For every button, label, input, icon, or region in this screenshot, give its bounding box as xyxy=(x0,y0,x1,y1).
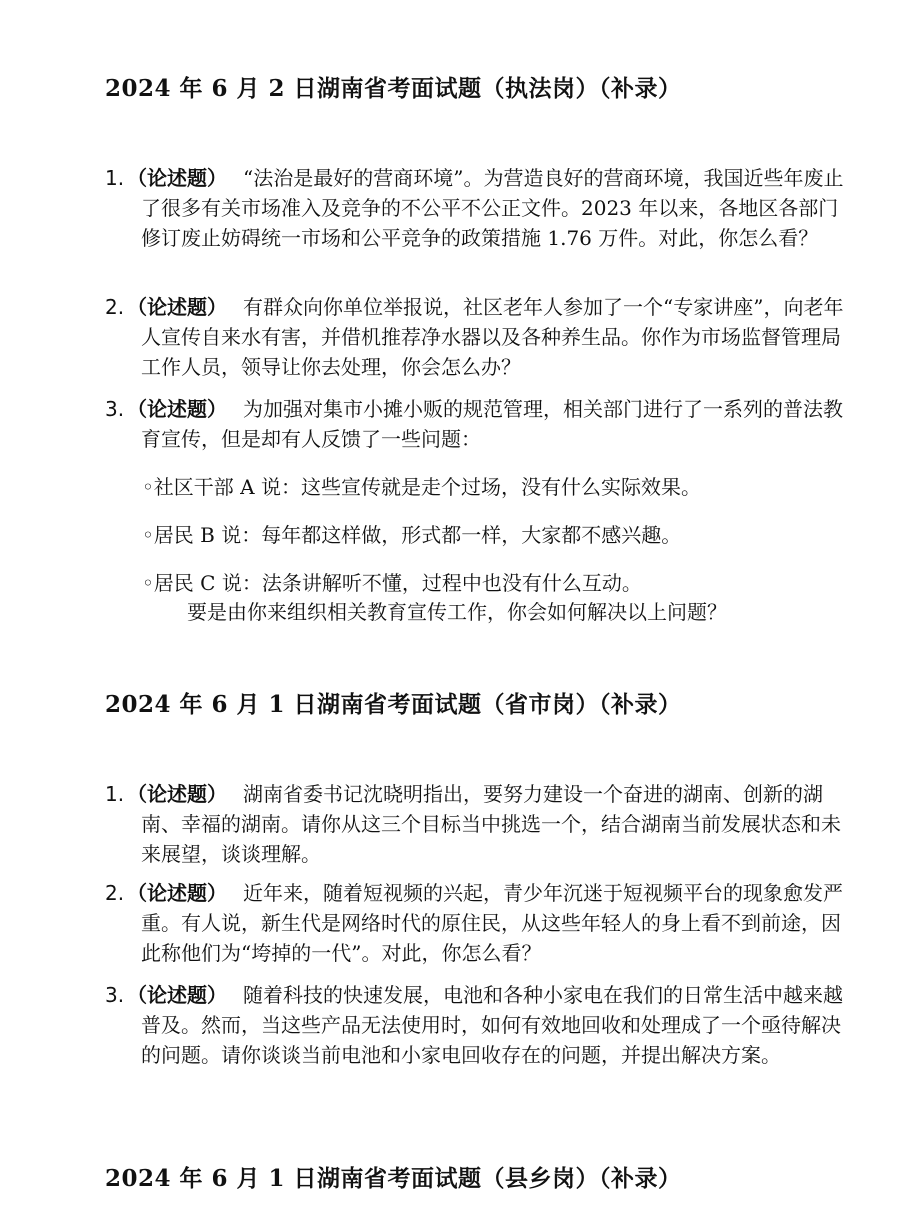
question-type-tag: （论述题） xyxy=(127,881,227,905)
question-number: 3. xyxy=(105,397,125,421)
question-number: 2. xyxy=(105,881,125,905)
bullet-item: ◦居民 C 说：法条讲解听不懂，过程中也没有什么互动。 xyxy=(142,571,642,595)
question-1-3 xyxy=(105,394,855,454)
section-title-3: 2024 年 6 月 1 日湖南省考面试题（县乡岗）（补录） xyxy=(105,1165,682,1192)
bullet-item: ◦社区干部 A 说：这些宣传就是走个过场，没有什么实际效果。 xyxy=(142,475,701,499)
question-number: 1. xyxy=(105,166,125,190)
question-followup: 要是由你来组织相关教育宣传工作，你会如何解决以上问题？ xyxy=(187,600,727,624)
question-2-1 xyxy=(105,779,855,869)
question-number: 3. xyxy=(105,983,125,1007)
question-number: 2. xyxy=(105,295,125,319)
question-text: “法治是最好的营商环境”。为营造良好的营商环境，我国近些年废止了很多有关市场准入及竞争的不公平不公正文件。2023 年以来，各地区各部门修订废止妨碍统一市场和公平竞争的政策措施 1.76 万件。对此，你怎么看？ xyxy=(141,166,844,250)
question-type-tag: （论述题） xyxy=(127,782,227,806)
section-title-2: 2024 年 6 月 1 日湖南省考面试题（省市岗）（补录） xyxy=(105,691,682,718)
question-text: 湖南省委书记沈晓明指出，要努力建设一个奋进的湖南、创新的湖南、幸福的湖南。请你从这三个目标当中挑选一个，结合湖南当前发展状态和未来展望，谈谈理解。 xyxy=(141,782,841,866)
question-type-tag: （论述题） xyxy=(127,295,227,319)
question-2-3 xyxy=(105,980,855,1070)
section-title-1: 2024 年 6 月 2 日湖南省考面试题（执法岗）（补录） xyxy=(105,75,682,102)
question-number: 1. xyxy=(105,782,125,806)
question-2-2 xyxy=(105,878,855,968)
question-text: 有群众向你单位举报说，社区老年人参加了一个“专家讲座”，向老年人宣传自来水有害，并借机推荐净水器以及各种养生品。你作为市场监督管理局工作人员，领导让你去处理，你会怎么办？ xyxy=(141,295,844,379)
question-text: 近年来，随着短视频的兴起，青少年沉迷于短视频平台的现象愈发严重。有人说，新生代是网络时代的原住民，从这些年轻人的身上看不到前途，因此称他们为“垮掉的一代”。对此，你怎么看？ xyxy=(141,881,843,965)
question-text: 为加强对集市小摊小贩的规范管理，相关部门进行了一系列的普法教育宣传，但是却有人反馈了一些问题： xyxy=(141,397,843,451)
bullet-item: ◦居民 B 说：每年都这样做，形式都一样，大家都不感兴趣。 xyxy=(142,523,682,547)
question-type-tag: （论述题） xyxy=(127,397,227,421)
question-1-1 xyxy=(105,163,855,253)
question-type-tag: （论述题） xyxy=(127,166,227,190)
question-1-2 xyxy=(105,292,855,382)
question-type-tag: （论述题） xyxy=(127,983,227,1007)
question-text: 随着科技的快速发展，电池和各种小家电在我们的日常生活中越来越普及。然而，当这些产品无法使用时，如何有效地回收和处理成了一个亟待解决的问题。请你谈谈当前电池和小家电回收存在的问题，并提出解决方案。 xyxy=(141,983,843,1067)
